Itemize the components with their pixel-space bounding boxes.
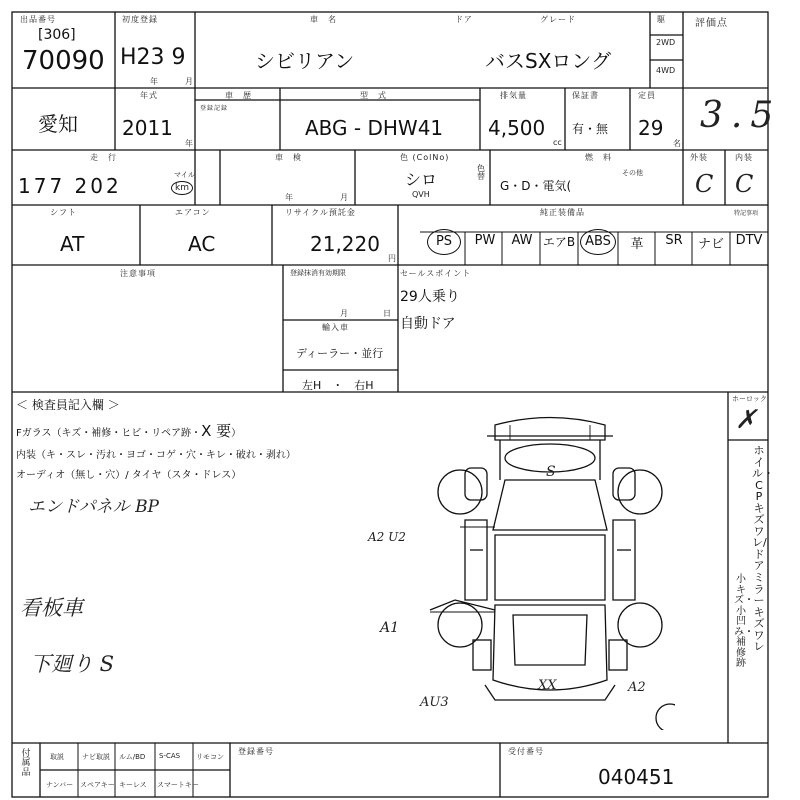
interior-line: 内装（キ・スレ・汚れ・ヨゴ・コゲ・穴・キレ・破れ・剥れ）: [16, 450, 296, 461]
displacement-value: 4,500: [488, 116, 546, 140]
handwritten-signboard: 看板車: [20, 596, 83, 620]
score-label: 評価点: [695, 18, 728, 29]
import-label: 輸入車: [322, 323, 349, 332]
recycle-label: リサイクル預託金: [285, 208, 356, 217]
accessory-spare-key: スペアキー: [80, 781, 115, 789]
color-value: シロ: [405, 170, 438, 189]
diagram-label-a2u2: A2 U2: [368, 530, 406, 544]
accessory-manual: 取説: [50, 753, 64, 761]
fuel-other: その他: [622, 169, 643, 177]
accessory-keyless: キーレス: [119, 781, 147, 789]
ext-value: C: [695, 170, 714, 198]
warranty-value: 有・無: [572, 122, 609, 136]
year-suffix: 年: [185, 139, 193, 148]
ac-label: エアコン: [175, 208, 211, 217]
year-label: 年式: [140, 91, 158, 100]
accessory-smart-key: スマートキー: [157, 781, 199, 789]
diagram-label-a2-rear: A2: [628, 680, 646, 695]
month-mark: 月: [185, 77, 193, 86]
glass-mark: X 要: [201, 422, 232, 440]
ac-value: AC: [188, 232, 216, 256]
extra-label: 特記事項: [734, 210, 759, 217]
accessory-scas: S-CAS: [159, 752, 181, 760]
fuel-label: 燃 料: [585, 153, 612, 162]
shift-value: AT: [60, 232, 85, 256]
diagram-label-a1: A1: [380, 620, 400, 636]
displacement-unit: cc: [553, 138, 562, 147]
lot-prefix: [306]: [38, 27, 76, 43]
drive-label: 駆: [657, 15, 666, 24]
first-reg-label: 初度登録: [122, 15, 158, 24]
inspector-title: ＜ 検査員記入欄 ＞: [16, 398, 120, 412]
glass-close: ）: [231, 428, 242, 439]
car-name-label: 車 名: [310, 15, 337, 24]
accessory-plate: ナンバー: [46, 781, 74, 789]
capacity-unit: 名: [673, 139, 681, 148]
accessory-navi-manual: ナビ取説: [82, 753, 110, 761]
glass-line: [16, 420, 241, 441]
color-code: QVH: [412, 190, 430, 199]
fuel-value: G・D・電気(: [500, 179, 572, 193]
equipment-navi: ナビ: [697, 237, 724, 252]
accessory-remote: リモコン: [196, 753, 224, 761]
drive-4wd: 4WD: [656, 66, 676, 75]
glass-line-text: Fガラス（キズ・補修・ヒビ・リペア跡・: [16, 428, 202, 439]
mileage-unit-km: km: [171, 181, 193, 195]
int-label: 内装: [735, 153, 753, 162]
ext-label: 外装: [690, 153, 708, 162]
equipment-leather: 革: [630, 237, 644, 252]
equipment-dtv: DTV: [735, 233, 763, 248]
shaken-year: 年: [285, 193, 293, 202]
color-change-label: 色替: [477, 164, 485, 182]
equipment-aw: AW: [511, 233, 533, 248]
capacity-value: 29: [638, 116, 664, 140]
mileage-value: 177 202: [18, 174, 122, 198]
region: 愛知: [38, 112, 78, 136]
accessory-bd: ルム/BD: [119, 753, 146, 761]
equipment-airbag: エアB: [542, 235, 576, 249]
hole-mark-icon: ✗: [735, 405, 757, 435]
warranty-label: 保証書: [572, 91, 599, 100]
grade: バスSXロング: [485, 49, 611, 73]
sales-label: セールスポイント: [400, 269, 472, 278]
registration-label: 登録抹消有効期限: [290, 269, 346, 277]
shift-label: シフト: [50, 208, 77, 217]
receipt-number: 040451: [598, 765, 675, 789]
equipment-abs: ABS: [580, 229, 616, 255]
equipment-ps: PS: [427, 229, 461, 255]
diagram-label-xx: XX: [538, 678, 557, 693]
score-value: 3.5: [700, 95, 782, 136]
displacement-label: 排気量: [500, 91, 527, 100]
year-mark: 年: [150, 77, 158, 86]
accessories-label: 付属品: [21, 749, 31, 778]
steering-side: 左H ・ 右H: [302, 379, 374, 392]
audio-line: オーディオ（無し・穴）/ タイヤ（スタ・ドレス）: [16, 470, 242, 481]
mileage-unit-mile: マイル: [174, 171, 195, 179]
diagram-label-s: S: [546, 464, 556, 480]
reg-day: 日: [383, 309, 391, 318]
chassis-label: 車 歴: [225, 91, 252, 100]
hole-label: ホーロック: [732, 395, 767, 403]
capacity-label: 定員: [638, 91, 656, 100]
side-text-damage: 小キズ・小凹み・補修跡: [734, 574, 754, 669]
sales-point-2: 自動ドア: [400, 316, 456, 332]
car-name: シビリアン: [255, 49, 355, 73]
model-value: ABG - DHW41: [305, 116, 444, 140]
shaken-label: 車 検: [275, 153, 302, 162]
equipment-pw: PW: [474, 233, 496, 248]
chassis-note: 登録記録: [200, 105, 229, 112]
year-value: 2011: [122, 116, 173, 140]
lot-number: 70090: [22, 46, 105, 76]
receipt-label: 受付番号: [508, 747, 544, 756]
reg-month: 月: [340, 309, 348, 318]
equipment-sr: SR: [665, 233, 683, 248]
handwritten-underbody: 下廻り S: [30, 652, 115, 676]
grade-label: グレード: [540, 15, 576, 24]
drive-2wd: 2WD: [656, 38, 676, 47]
sales-point-1: 29人乗り: [400, 289, 460, 305]
reg-number-label: 登録番号: [238, 747, 274, 756]
int-value: C: [735, 170, 754, 198]
import-dealer: ディーラー・並行: [296, 347, 384, 360]
model-label: 型 式: [360, 91, 387, 100]
side-text-wheel: ホイル・CPキズワレ/ドアミラーキズワレ: [752, 444, 774, 654]
caution-label: 注意事項: [120, 269, 156, 278]
first-reg-value: H23 9: [120, 45, 186, 70]
recycle-unit: 円: [388, 254, 396, 263]
lot-number-label: 出品番号: [20, 15, 56, 24]
mileage-label: 走 行: [90, 153, 117, 162]
shaken-month: 月: [340, 193, 348, 202]
recycle-value: 21,220: [310, 232, 380, 256]
diagram-label-au3: AU3: [420, 695, 449, 710]
door-label: ドア: [455, 15, 473, 24]
color-label: 色 (ColNo): [400, 153, 450, 162]
handwritten-end-panel: エンドパネル BP: [28, 497, 159, 517]
equipment-label: 純正装備品: [540, 208, 585, 217]
